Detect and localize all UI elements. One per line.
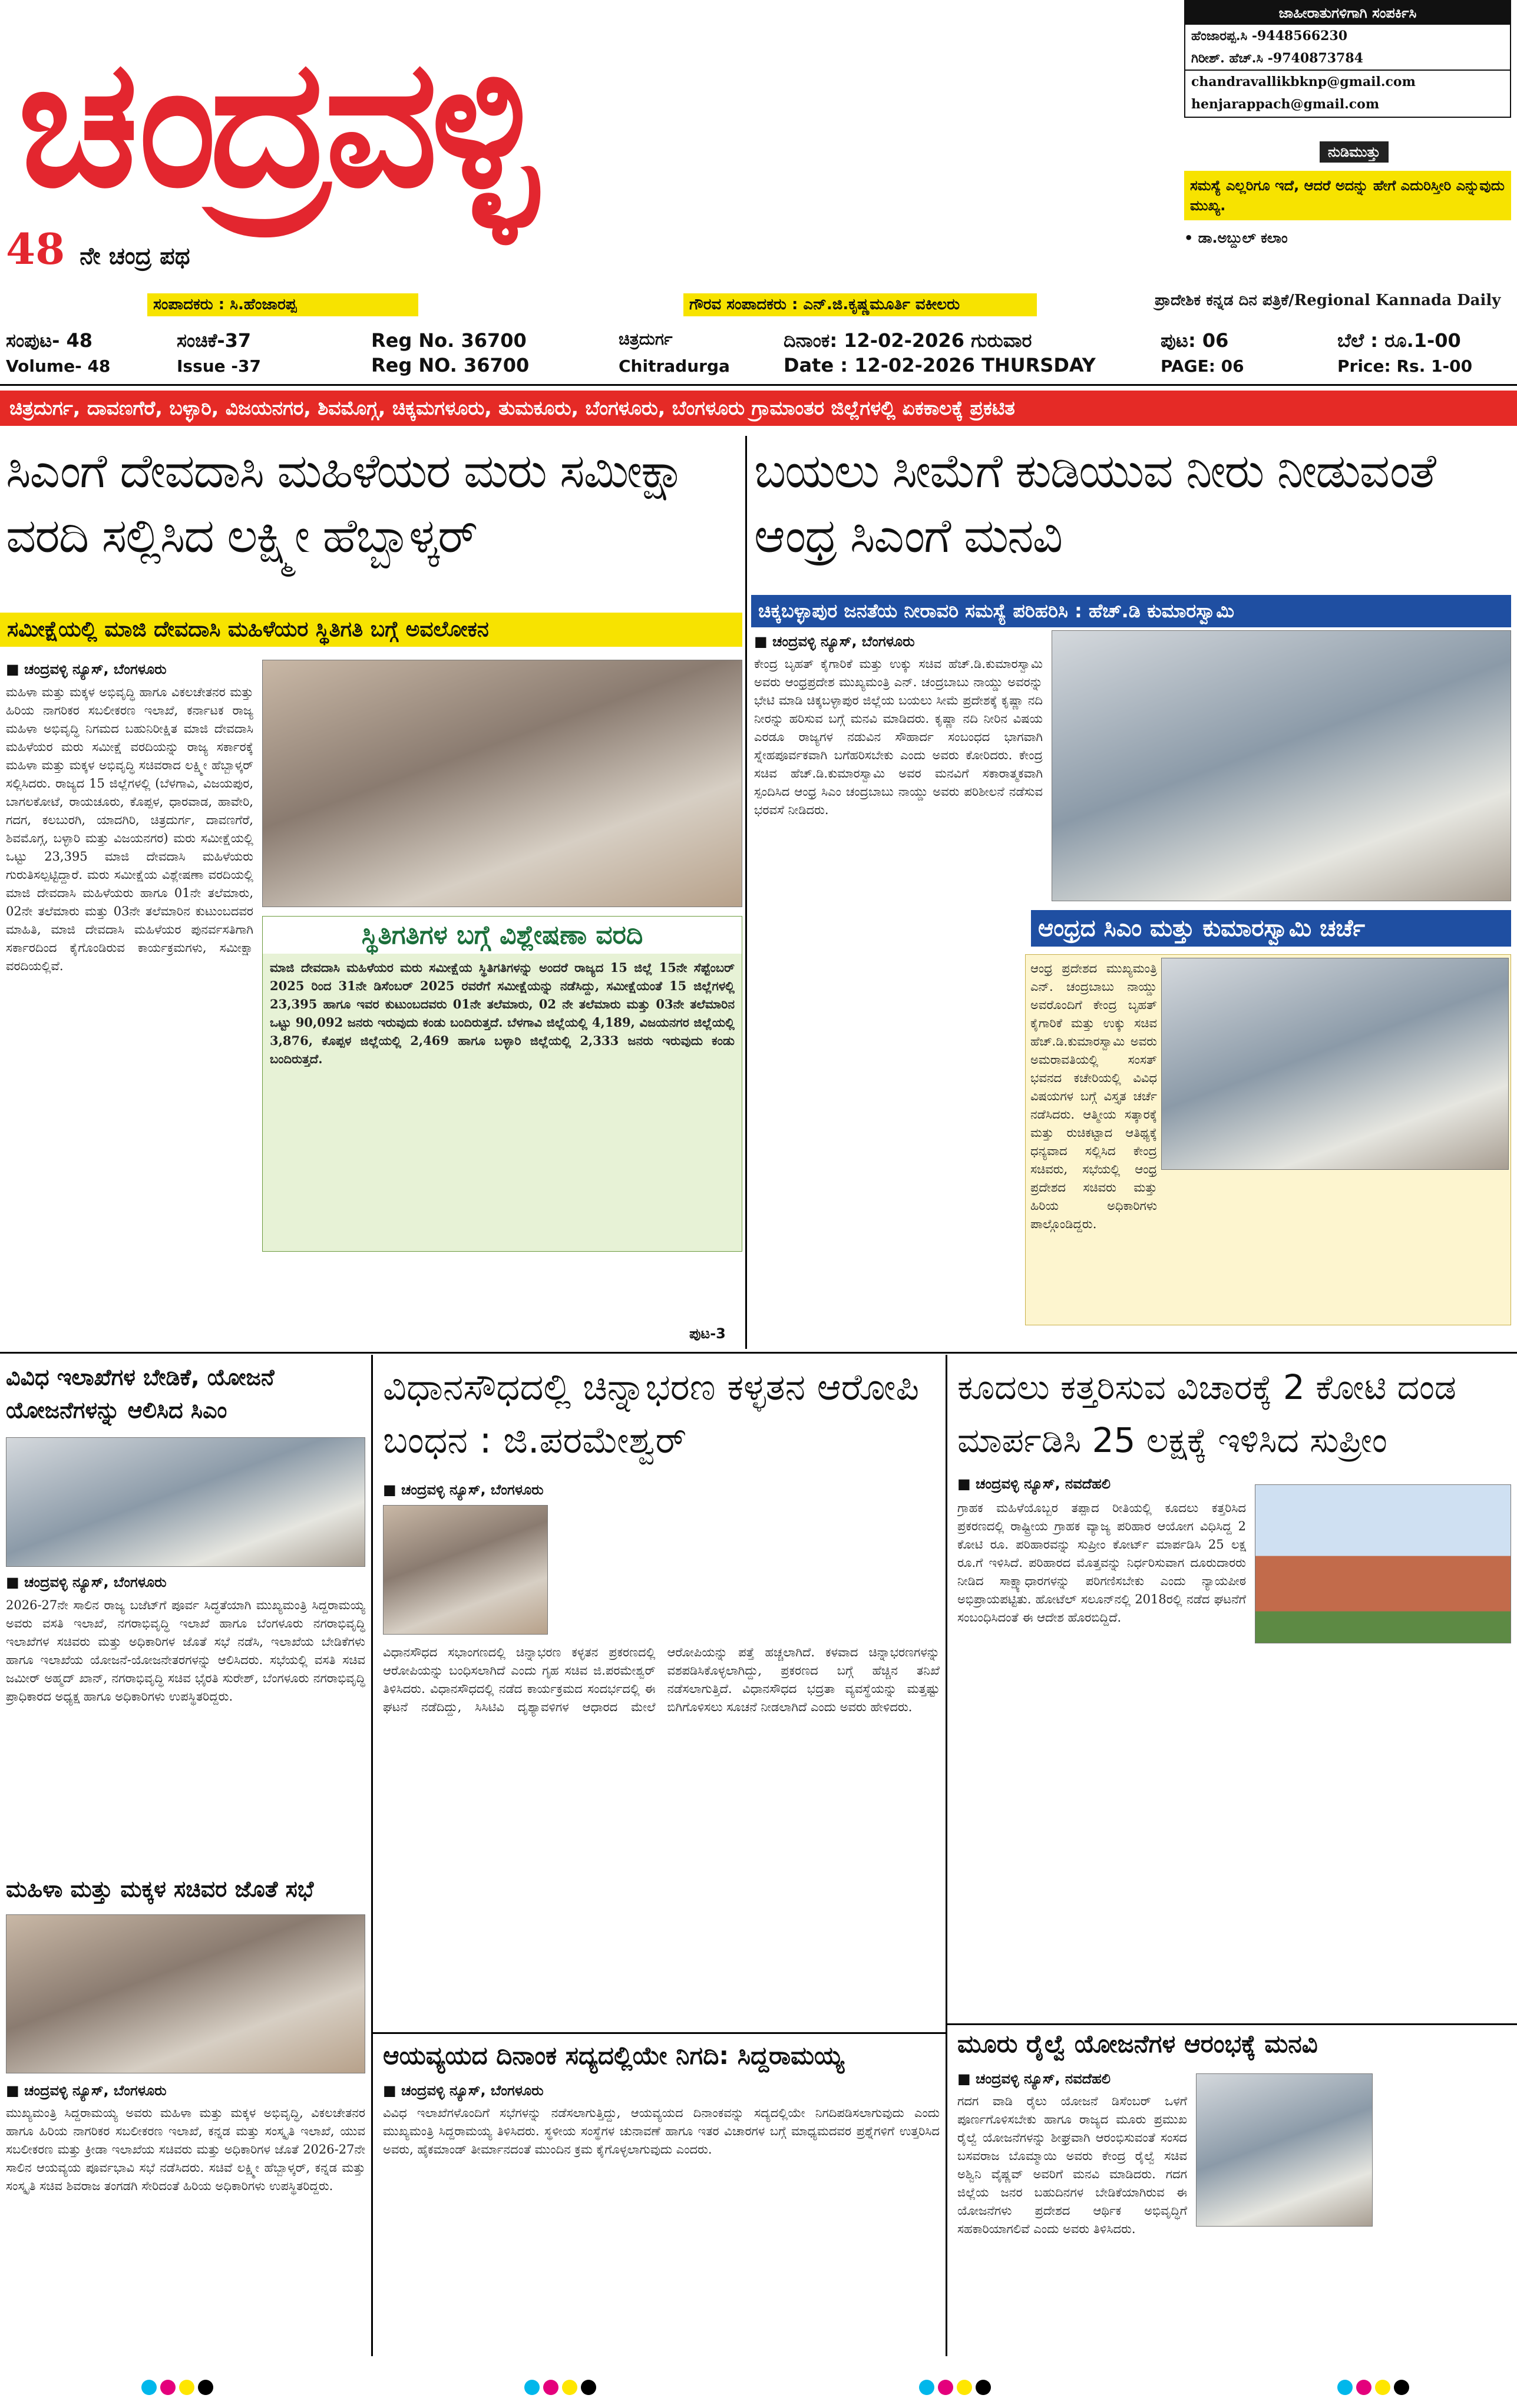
- story2-subhead: ಚಿಕ್ಕಬಳ್ಳಾಪುರ ಜನತೆಯ ನೀರಾವರಿ ಸಮಸ್ಯೆ ಪರಿಹರಿಸಿ : ಹೆಚ್.ಡಿ ಕುಮಾರಸ್ವಾಮಿ: [751, 595, 1511, 627]
- story1-continued: ಪುಟ-3: [689, 1325, 726, 1342]
- price-kn: ಬೆಲೆ : ರೂ.1-00: [1337, 329, 1461, 352]
- story6-photo: [383, 1505, 548, 1635]
- page-en: PAGE: 06: [1161, 356, 1244, 376]
- analysis-box-body: ಮಾಜಿ ದೇವದಾಸಿ ಮಹಿಳೆಯರ ಮರು ಸಮೀಕ್ಷೆಯ ಸ್ಥಿತಿಗತಿಗಳನ್ನು ಅಂದರೆ ರಾಜ್ಯದ 15 ಜಿಲ್ಲೆ 15ನೇ ಸೆಪ್ಟೆಂಬರ್ 2025 ರಿಂದ 31ನೇ ಡಿಸೆಂಬರ್ 2025 ರವರೆಗೆ ಸಮೀಕ್ಷೆಯನ್ನು ನಡೆಸಿದ್ದು, ಸಮೀಕ್ಷೆಯಂತೆ 15 ಜಿಲ್ಲೆಗಳಲ್ಲಿ 23,395 ಹಾಗೂ ಇವರ ಕುಟುಂಬದವರು 01ನೇ ತಲೆಮಾರು, 02 ನೇ ತಲೆಮಾರು ಮತ್ತು 03ನೇ ತಲೆಮಾರಿನ ಒಟ್ಟು 90,092 ಜನರು ಇರುವುದು ಕಂಡು ಬಂದಿರುತ್ತದೆ. ಬೆಳಗಾವಿ ಜಿಲ್ಲೆಯಲ್ಲಿ 4,189, ವಿಜಯನಗರ ಜಿಲ್ಲೆಯಲ್ಲಿ 3,876, ಕೊಪ್ಪಳ ಜಿಲ್ಲೆಯಲ್ಲಿ 2,469 ಹಾಗೂ ಬಳ್ಳಾರಿ ಜಿಲ್ಲೆಯಲ್ಲಿ 2,333 ಜನರು ಇರುವುದು ಕಂಡು ಬಂದಿರುತ್ತದೆ.: [270, 960, 735, 1066]
- story8-body: ಗ್ರಾಹಕ ಮಹಿಳೆಯೊಬ್ಬರ ತಪ್ಪಾದ ರೀತಿಯಲ್ಲಿ ಕೂದಲು ಕತ್ತರಿಸಿದ ಪ್ರಕರಣದಲ್ಲಿ ರಾಷ್ಟ್ರೀಯ ಗ್ರಾಹಕ ವ್ಯಾಜ್ಯ ಪರಿಹಾರ ಆಯೋಗ ವಿಧಿಸಿದ್ದ 2 ಕೋಟಿ ರೂ. ಪರಿಹಾರವನ್ನು ಸುಪ್ರೀಂ ಕೋರ್ಟ್ ಮಾರ್ಪಡಿಸಿ 25 ಲಕ್ಷ ರೂ.ಗೆ ಇಳಿಸಿದೆ. ಪರಿಹಾರದ ಮೊತ್ತವನ್ನು ನಿರ್ಧರಿಸುವಾಗ ದೂರುದಾರರು ನೀಡಿದ ಸಾಕ್ಷ್ಯಾಧಾರಗಳನ್ನು ಪರಿಗಣಿಸಬೇಕು ಎಂದು ನ್ಯಾಯಪೀಠ ಅಭಿಪ್ರಾಯಪಟ್ಟಿತು. ಹೋಟೆಲ್ ಸಲೂನ್‌ನಲ್ಲಿ 2018ರಲ್ಲಿ ನಡೆದ ಘಟನೆಗೆ ಸಂಬಂಧಿಸಿದಂತೆ ಈ ಆದೇಶ ಹೊರಬಿದ್ದಿದೆ.: [957, 1501, 1246, 1625]
- story1-subhead: ಸಮೀಕ್ಷೆಯಲ್ಲಿ ಮಾಜಿ ದೇವದಾಸಿ ಮಹಿಳೆಯರ ಸ್ಥಿತಿಗತಿ ಬಗ್ಗೆ ಅವಲೋಕನ: [0, 613, 742, 647]
- story5-body: ಮುಖ್ಯಮಂತ್ರಿ ಸಿದ್ದರಾಮಯ್ಯ ಅವರು ಮಹಿಳಾ ಮತ್ತು ಮಕ್ಕಳ ಅಭಿವೃದ್ಧಿ, ವಿಕಲಚೇತನರ ಹಾಗೂ ಹಿರಿಯ ನಾಗರಿಕರ ಸಬಲೀಕರಣ ಇಲಾಖೆ, ಕನ್ನಡ ಮತ್ತು ಸಂಸ್ಕೃತಿ ಇಲಾಖೆ, ಯುವ ಸಬಲೀಕರಣ ಮತ್ತು ಕ್ರೀಡಾ ಇಲಾಖೆಯ ಸಚಿವರು ಮತ್ತು ಅಧಿಕಾರಿಗಳ ಜೊತೆ 2026-27ನೇ ಸಾಲಿನ ಆಯವ್ಯಯ ಪೂರ್ವಭಾವಿ ಸಭೆ ನಡೆಸಿದರು. ಸಚಿವೆ ಲಕ್ಷ್ಮೀ ಹೆಬ್ಬಾಳ್ಕರ್, ಕನ್ನಡ ಮತ್ತು ಸಂಸ್ಕೃತಿ ಸಚಿವ ಶಿವರಾಜ ತಂಗಡಗಿ ಸೇರಿದಂತೆ ಹಿರಿಯ ಅಧಿಕಾರಿಗಳು ಉಪಸ್ಥಿತರಿದ್ದರು.: [6, 2106, 365, 2193]
- analysis-box-title: ಸ್ಥಿತಿಗತಿಗಳ ಬಗ್ಗೆ ವಿಶ್ಲೇಷಣಾ ವರದಿ: [263, 917, 742, 954]
- date-en: Date : 12-02-2026 THURSDAY: [784, 354, 1096, 376]
- reg-1: Reg No. 36700: [371, 329, 527, 352]
- issue-kn: ಸಂಚಿಕೆ-37: [177, 329, 252, 352]
- email-2[interactable]: henjarappach@gmail.com: [1191, 97, 1380, 112]
- phone-2: ಗಿರೀಶ್. ಹೆಚ್.ಸಿ -9740873784: [1191, 51, 1363, 66]
- registration-marks: [141, 2380, 217, 2397]
- story2-body: ಕೇಂದ್ರ ಬೃಹತ್ ಕೈಗಾರಿಕೆ ಮತ್ತು ಉಕ್ಕು ಸಚಿವ ಹೆಚ್.ಡಿ.ಕುಮಾರಸ್ವಾಮಿ ಅವರು ಆಂಧ್ರಪ್ರದೇಶ ಮುಖ್ಯಮಂತ್ರಿ ಎನ್. ಚಂದ್ರಬಾಬು ನಾಯ್ಡು ಅವರನ್ನು ಭೇಟಿ ಮಾಡಿ ಚಿಕ್ಕಬಳ್ಳಾಪುರ ಜಿಲ್ಲೆಯ ಬಯಲು ಸೀಮೆ ಪ್ರದೇಶಕ್ಕೆ ಕೃಷ್ಣಾ ನದಿ ನೀರನ್ನು ಹರಿಸುವ ಬಗ್ಗೆ ಮನವಿ ಮಾಡಿದರು. ಕೃಷ್ಣಾ ನದಿ ನೀರಿನ ವಿಷಯ ಎರಡೂ ರಾಜ್ಯಗಳ ನಡುವಿನ ಸೌಹಾರ್ದ ಸಂಬಂಧದ ಭಾಗವಾಗಿ ಸ್ನೇಹಪೂರ್ವಕವಾಗಿ ಬಗೆಹರಿಸಬೇಕು ಎಂದು ಅವರು ಕೋರಿದರು. ಕೇಂದ್ರ ಸಚಿವ ಹೆಚ್.ಡಿ.ಕುಮಾರಸ್ವಾಮಿ ಅವರ ಮನವಿಗೆ ಸಕಾರಾತ್ಮಕವಾಗಿ ಸ್ಪಂದಿಸಿದ ಆಂಧ್ರ ಸಿಎಂ ಚಂದ್ರಬಾಬು ನಾಯ್ಡು ಅವರು ಪರಿಶೀಲನೆ ನಡೆಸುವ ಭರವಸೆ ನೀಡಿದರು.: [754, 657, 1043, 817]
- story4-headline: ವಿವಿಧ ಇಲಾಖೆಗಳ ಬೇಡಿಕೆ, ಯೋಜನೆ ಯೋಜನೆಗಳನ್ನು ಆಲಿಸಿದ ಸಿಎಂ: [6, 1364, 275, 1423]
- story5-headline: ಮಹಿಳಾ ಮತ್ತು ಮಕ್ಕಳ ಸಚಿವರ ಜೊತೆ ಸಭೆ: [6, 1876, 314, 1902]
- page-kn: ಪುಟ: 06: [1161, 329, 1229, 352]
- contact-header: ಜಾಹೀರಾತುಗಳಿಗಾಗಿ ಸಂಪರ್ಕಿಸಿ: [1185, 1, 1510, 25]
- date-kn: ದಿನಾಂಕ: 12-02-2026 ಗುರುವಾರ: [784, 329, 1032, 352]
- story1-photo: [262, 660, 742, 907]
- story1-analysis-box: [262, 916, 742, 1252]
- phone-1: ಹೆಂಜಾರಪ್ಪ.ಸಿ -9448566230: [1191, 28, 1348, 44]
- contact-box: [1184, 0, 1511, 118]
- column-divider: [946, 1355, 947, 2356]
- district-bar: ಚಿತ್ರದುರ್ಗ, ದಾವಣಗೆರೆ, ಬಳ್ಳಾರಿ, ವಿಜಯನಗರ, ಶಿವಮೊಗ್ಗ, ಚಿಕ್ಕಮಗಳೂರು, ತುಮಕೂರು, ಬೆಂಗಳೂರು, ಬೆಂಗಳೂರು ಗ್ರಾಮಾಂತರ ಜಿಲ್ಲೆಗಳಲ್ಲಿ ಏಕಕಾಲಕ್ಕೆ ಪ್ರಕಟಿತ: [0, 391, 1517, 426]
- registration-marks: [1337, 2380, 1413, 2397]
- registration-marks: [919, 2380, 994, 2397]
- section-divider: [946, 2023, 1517, 2025]
- story2-byline: ■ ಚಂದ್ರವಳ್ಳಿ ನ್ಯೂಸ್, ಬೆಂಗಳೂರು: [754, 633, 915, 650]
- story6-body: ವಿಧಾನಸೌಧದ ಸಭಾಂಗಣದಲ್ಲಿ ಚಿನ್ನಾಭರಣ ಕಳ್ಳತನ ಪ್ರಕರಣದಲ್ಲಿ ಆರೋಪಿಯನ್ನು ಬಂಧಿಸಲಾಗಿದೆ ಎಂದು ಗೃಹ ಸಚಿವ ಜಿ.ಪರಮೇಶ್ವರ್ ತಿಳಿಸಿದರು. ವಿಧಾನಸೌಧದಲ್ಲಿ ನಡೆದ ಕಾರ್ಯಕ್ರಮದ ಸಂದರ್ಭದಲ್ಲಿ ಈ ಘಟನೆ ನಡೆದಿದ್ದು, ಸಿಸಿಟಿವಿ ದೃಶ್ಯಾವಳಿಗಳ ಆಧಾರದ ಮೇಲೆ ಆರೋಪಿಯನ್ನು ಪತ್ತೆ ಹಚ್ಚಲಾಗಿದೆ. ಕಳವಾದ ಚಿನ್ನಾಭರಣಗಳನ್ನು ವಶಪಡಿಸಿಕೊಳ್ಳಲಾಗಿದ್ದು, ಪ್ರಕರಣದ ಬಗ್ಗೆ ಹೆಚ್ಚಿನ ತನಿಖೆ ನಡೆಸಲಾಗುತ್ತಿದೆ. ವಿಧಾನಸೌಧದ ಭದ್ರತಾ ವ್ಯವಸ್ಥೆಯನ್ನು ಮತ್ತಷ್ಟು ಬಿಗಿಗೊಳಿಸಲು ಸೂಚನೆ ನೀಡಲಾಗಿದೆ ಎಂದು ಅವರು ಹೇಳಿದರು.: [383, 1645, 940, 1714]
- story3-headline: ಆಂಧ್ರದ ಸಿಎಂ ಮತ್ತು ಕುಮಾರಸ್ವಾಮಿ ಚರ್ಚೆ: [1031, 910, 1511, 947]
- story5-photo: [6, 1914, 365, 2073]
- story6-headline: ವಿಧಾನಸೌಧದಲ್ಲಿ ಚಿನ್ನಾಭರಣ ಕಳ್ಳತನ ಆರೋಪಿ ಬಂಧನ : ಜಿ.ಪರಮೇಶ್ವರ್: [383, 1365, 920, 1461]
- section-divider: [0, 1352, 1517, 1354]
- story1-body: ಮಹಿಳಾ ಮತ್ತು ಮಕ್ಕಳ ಅಭಿವೃದ್ಧಿ ಹಾಗೂ ವಿಕಲಚೇತನರ ಮತ್ತು ಹಿರಿಯ ನಾಗರಿಕರ ಸಬಲೀಕರಣ ಇಲಾಖೆ, ಕರ್ನಾಟಕ ರಾಜ್ಯ ಮಹಿಳಾ ಅಭಿವೃದ್ಧಿ ನಿಗಮದ ಬಹುನಿರೀಕ್ಷಿತ ಮಾಜಿ ದೇವದಾಸಿ ಮಹಿಳೆಯರ ಮರು ಸಮೀಕ್ಷೆ ವರದಿಯನ್ನು ರಾಜ್ಯ ಸರ್ಕಾರಕ್ಕೆ ಮಹಿಳಾ ಮತ್ತು ಮಕ್ಕಳ ಅಭಿವೃದ್ಧಿ ಸಚಿವರಾದ ಲಕ್ಷ್ಮೀ ಹೆಬ್ಬಾಳ್ಕರ್ ಸಲ್ಲಿಸಿದರು. ರಾಜ್ಯದ 15 ಜಿಲ್ಲೆಗಳಲ್ಲಿ (ಬೆಳಗಾವಿ, ವಿಜಯಪುರ, ಬಾಗಲಕೋಟೆ, ರಾಯಚೂರು, ಕೊಪ್ಪಳ, ಧಾರವಾಡ, ಹಾವೇರಿ, ಗದಗ, ಕಲಬುರಗಿ, ಯಾದಗಿರಿ, ಚಿತ್ರದುರ್ಗ, ದಾವಣಗೆರೆ, ಶಿವಮೊಗ್ಗ, ಬಳ್ಳಾರಿ ಮತ್ತು ವಿಜಯನಗರ) ಮರು ಸಮೀಕ್ಷೆಯಲ್ಲಿ ಒಟ್ಟು 23,395 ಮಾಜಿ ದೇವದಾಸಿ ಮಹಿಳೆಯರು ಗುರುತಿಸಲ್ಪಟ್ಟಿದ್ದಾರೆ. ಮರು ಸಮೀಕ್ಷೆಯ ವಿಶ್ಲೇಷಣಾ ವರದಿಯಲ್ಲಿ ಮಾಜಿ ದೇವದಾಸಿ ಮಹಿಳೆಯರು ಹಾಗೂ 01ನೇ ತಲೆಮಾರು, 02ನೇ ತಲೆಮಾರು ಮತ್ತು 03ನೇ ತಲೆಮಾರಿನ ಕುಟುಂಬದವರ ಮಾಹಿತಿ, ಮಾಜಿ ದೇವದಾಸಿ ಮಹಿಳೆಯರ ಪುನರ್ವಸತಿಗಾಗಿ ಸರ್ಕಾರದಿಂದ ಕೈಗೊಂಡಿರುವ ಕಾರ್ಯಕ್ರಮಗಳು, ಸಮೀಕ್ಷಾ ವರದಿಯಲ್ಲಿವೆ.: [6, 685, 253, 973]
- editor-name: ಸಂಪಾದಕರು : ಸಿ.ಹೆಂಜಾರಪ್ಪ: [147, 293, 418, 316]
- email-1[interactable]: chandravallikbknp@gmail.com: [1185, 70, 1510, 93]
- story1-headline: ಸಿಎಂಗೆ ದೇವದಾಸಿ ಮಹಿಳೆಯರ ಮರು ಸಮೀಕ್ಷಾ ವರದಿ ಸಲ್ಲಿಸಿದ ಲಕ್ಷ್ಮೀ ಹೆಬ್ಬಾಳ್ಕರ್: [6, 444, 685, 563]
- edition-number: [6, 224, 190, 274]
- price-en: Price: Rs. 1-00: [1337, 356, 1473, 376]
- story8-byline: ■ ಚಂದ್ರವಳ್ಳಿ ನ್ಯೂಸ್, ನವದೆಹಲಿ: [957, 1476, 1111, 1492]
- meta-line: [0, 327, 1517, 386]
- story4-body: 2026-27ನೇ ಸಾಲಿನ ರಾಜ್ಯ ಬಜೆಟ್‌ಗೆ ಪೂರ್ವ ಸಿದ್ಧತೆಯಾಗಿ ಮುಖ್ಯಮಂತ್ರಿ ಸಿದ್ದರಾಮಯ್ಯ ಅವರು ವಸತಿ ಇಲಾಖೆ, ನಗರಾಭಿವೃದ್ಧಿ ಇಲಾಖೆ ಹಾಗೂ ಬೆಂಗಳೂರು ನಗರಾಭಿವೃದ್ಧಿ ಇಲಾಖೆಗಳ ಸಚಿವರು ಮತ್ತು ಅಧಿಕಾರಿಗಳ ಜೊತೆ ಸಭೆ ನಡೆಸಿ, ಇಲಾಖೆಯ ಬೇಡಿಕೆಗಳು ಹಾಗೂ ಇಲಾಖೆಯ ಯೋಜನೆ-ಯೋಜನೇತರಗಳನ್ನು ಆಲಿಸಿದರು. ಸಭೆಯಲ್ಲಿ ವಸತಿ ಸಚಿವ ಜಮೀರ್ ಅಹ್ಮದ್ ಖಾನ್, ನಗರಾಭಿವೃದ್ಧಿ ಸಚಿವ ಭೈರತಿ ಸುರೇಶ್, ಬೆಂಗಳೂರು ನಗರಾಭಿವೃದ್ಧಿ ಪ್ರಾಧಿಕಾರದ ಅಧ್ಯಕ್ಷ ಹಾಗೂ ಅಧಿಕಾರಿಗಳು ಉಪಸ್ಥಿತರಿದ್ದರು.: [6, 1598, 365, 1704]
- reg-2: Reg NO. 36700: [371, 354, 530, 376]
- story3-body: ಆಂಧ್ರ ಪ್ರದೇಶದ ಮುಖ್ಯಮಂತ್ರಿ ಎನ್. ಚಂದ್ರಬಾಬು ನಾಯ್ಡು ಅವರೊಂದಿಗೆ ಕೇಂದ್ರ ಬೃಹತ್ ಕೈಗಾರಿಕೆ ಮತ್ತು ಉಕ್ಕು ಸಚಿವ ಹೆಚ್.ಡಿ.ಕುಮಾರಸ್ವಾಮಿ ಅವರು ಅಮರಾವತಿಯಲ್ಲಿ ಸಂಸತ್ ಭವನದ ಕಚೇರಿಯಲ್ಲಿ ವಿವಿಧ ವಿಷಯಗಳ ಬಗ್ಗೆ ವಿಸ್ತೃತ ಚರ್ಚೆ ನಡೆಸಿದರು. ಆತ್ಮೀಯ ಸತ್ಕಾರಕ್ಕೆ ಮತ್ತು ರುಚಿಕಟ್ಟಾದ ಆತಿಥ್ಯಕ್ಕೆ ಧನ್ಯವಾದ ಸಲ್ಲಿಸಿದ ಕೇಂದ್ರ ಸಚಿವರು, ಸಭೆಯಲ್ಲಿ ಆಂಧ್ರ ಪ್ರದೇಶದ ಸಚಿವರು ಮತ್ತು ಹಿರಿಯ ಅಧಿಕಾರಿಗಳು ಪಾಲ್ಗೊಂಡಿದ್ದರು.: [1030, 961, 1157, 1231]
- story3-box: [1025, 954, 1511, 1325]
- column-divider: [745, 436, 747, 1349]
- story8-headline: ಕೂದಲು ಕತ್ತರಿಸುವ ವಿಚಾರಕ್ಕೆ 2 ಕೋಟಿ ದಂಡ ಮಾರ್ಪಡಿಸಿ 25 ಲಕ್ಷಕ್ಕೆ ಇಳಿಸಿದ ಸುಪ್ರೀಂ: [957, 1367, 1456, 1460]
- story4-byline: ■ ಚಂದ್ರವಳ್ಳಿ ನ್ಯೂಸ್, ಬೆಂಗಳೂರು: [6, 1574, 167, 1590]
- story2-photo: [1052, 630, 1511, 901]
- city-kn: ಚಿತ್ರದುರ್ಗ: [619, 329, 673, 349]
- story7-byline: ■ ಚಂದ್ರವಳ್ಳಿ ನ್ಯೂಸ್, ಬೆಂಗಳೂರು: [383, 2082, 544, 2099]
- column-divider: [371, 1355, 373, 2356]
- story9-body: ಗದಗ ವಾಡಿ ರೈಲು ಯೋಜನೆ ಡಿಸೆಂಬರ್ ಒಳಗೆ ಪೂರ್ಣಗೊಳಿಸಬೇಕು ಹಾಗೂ ರಾಜ್ಯದ ಮೂರು ಪ್ರಮುಖ ರೈಲ್ವೆ ಯೋಜನೆಗಳನ್ನು ಶೀಘ್ರವಾಗಿ ಆರಂಭಿಸುವಂತೆ ಸಂಸದ ಬಸವರಾಜ ಬೊಮ್ಮಾಯಿ ಅವರು ಕೇಂದ್ರ ರೈಲ್ವೆ ಸಚಿವ ಅಶ್ವಿನಿ ವೈಷ್ಣವ್ ಅವರಿಗೆ ಮನವಿ ಮಾಡಿದರು. ಗದಗ ಜಿಲ್ಲೆಯ ಜನರ ಬಹುದಿನಗಳ ಬೇಡಿಕೆಯಾಗಿರುವ ಈ ಯೋಜನೆಗಳು ಪ್ರದೇಶದ ಆರ್ಥಿಕ ಅಭಿವೃದ್ಧಿಗೆ ಸಹಕಾರಿಯಾಗಲಿವೆ ಎಂದು ಅವರು ತಿಳಿಸಿದರು.: [957, 2094, 1187, 2236]
- story9-byline: ■ ಚಂದ್ರವಳ್ಳಿ ನ್ಯೂಸ್, ನವದೆಹಲಿ: [957, 2070, 1111, 2087]
- honorary-editor: ಗೌರವ ಸಂಪಾದಕರು : ಎನ್.ಜಿ.ಕೃಷ್ಣಮೂರ್ತಿ ವಕೀಲರು: [683, 293, 1037, 316]
- story7-body: ವಿವಿಧ ಇಲಾಖೆಗಳೊಂದಿಗೆ ಸಭೆಗಳನ್ನು ನಡೆಸಲಾಗುತ್ತಿದ್ದು, ಆಯವ್ಯಯದ ದಿನಾಂಕವನ್ನು ಸದ್ಯದಲ್ಲಿಯೇ ನಿಗದಿಪಡಿಸಲಾಗುವುದು ಎಂದು ಮುಖ್ಯಮಂತ್ರಿ ಸಿದ್ದರಾಮಯ್ಯ ತಿಳಿಸಿದರು. ಸ್ಥಳೀಯ ಸಂಸ್ಥೆಗಳ ಚುನಾವಣೆ ಹಾಗೂ ಇತರ ವಿಚಾರಗಳ ಬಗ್ಗೆ ಮಾಧ್ಯಮದವರ ಪ್ರಶ್ನೆಗಳಿಗೆ ಉತ್ತರಿಸಿದ ಅವರು, ಹೈಕಮಾಂಡ್ ತೀರ್ಮಾನದಂತೆ ಮುಂದಿನ ಕ್ರಮ ಕೈಗೊಳ್ಳಲಾಗುವುದು ಎಂದರು.: [383, 2106, 940, 2156]
- story3-photo: [1161, 958, 1509, 1170]
- registration-marks: [524, 2380, 600, 2397]
- city-en: Chitradurga: [619, 356, 730, 376]
- story7-headline: ಆಯವ್ಯಯದ ದಿನಾಂಕ ಸದ್ಯದಲ್ಲಿಯೇ ನಿಗದಿ: ಸಿದ್ದರಾಮಯ್ಯ: [383, 2041, 844, 2070]
- volume-kn: ಸಂಪುಟ- 48: [6, 329, 93, 352]
- story4-photo: [6, 1437, 365, 1567]
- quote-box: [1184, 141, 1511, 246]
- issue-en: Issue -37: [177, 356, 262, 376]
- story9-headline: ಮೂರು ರೈಲ್ವೆ ಯೋಜನೆಗಳ ಆರಂಭಕ್ಕೆ ಮನವಿ: [957, 2029, 1318, 2058]
- edition-count: 48: [6, 224, 65, 274]
- quote-text: ಸಮಸ್ಯೆ ಎಲ್ಲರಿಗೂ ಇದೆ, ಆದರೆ ಅದನ್ನು ಹೇಗೆ ಎದುರಿಸ್ತೀರಿ ಎನ್ನುವುದು ಮುಖ್ಯ.: [1184, 171, 1511, 220]
- regional-tag: ಪ್ರಾದೇಶಿಕ ಕನ್ನಡ ದಿನ ಪತ್ರಿಕೆ/Regional Kannada Daily: [1155, 292, 1501, 309]
- volume-en: Volume- 48: [6, 356, 111, 376]
- story6-byline: ■ ಚಂದ್ರವಳ್ಳಿ ನ್ಯೂಸ್, ಬೆಂಗಳೂರು: [383, 1481, 544, 1498]
- story8-photo: [1255, 1484, 1511, 1643]
- story9-photo: [1196, 2073, 1373, 2227]
- masthead-title: ಚಂದ್ರವಳ್ಳಿ: [18, 21, 531, 226]
- story2-headline: ಬಯಲು ಸೀಮೆಗೆ ಕುಡಿಯುವ ನೀರು ನೀಡುವಂತೆ ಆಂಧ್ರ ಸಿಎಂಗೆ ಮನವಿ: [754, 444, 1436, 563]
- quote-tag: ನುಡಿಮುತ್ತು: [1320, 141, 1389, 163]
- story1-byline: ■ ಚಂದ್ರವಳ್ಳಿ ನ್ಯೂಸ್, ಬೆಂಗಳೂರು: [6, 661, 167, 677]
- quote-author: • ಡಾ.ಅಬ್ದುಲ್ ಕಲಾಂ: [1184, 230, 1288, 246]
- story5-byline: ■ ಚಂದ್ರವಳ್ಳಿ ನ್ಯೂಸ್, ಬೆಂಗಳೂರು: [6, 2082, 167, 2099]
- edition-suffix: ನೇ ಚಂದ್ರ ಪಥ: [80, 242, 190, 270]
- section-divider: [371, 2032, 946, 2034]
